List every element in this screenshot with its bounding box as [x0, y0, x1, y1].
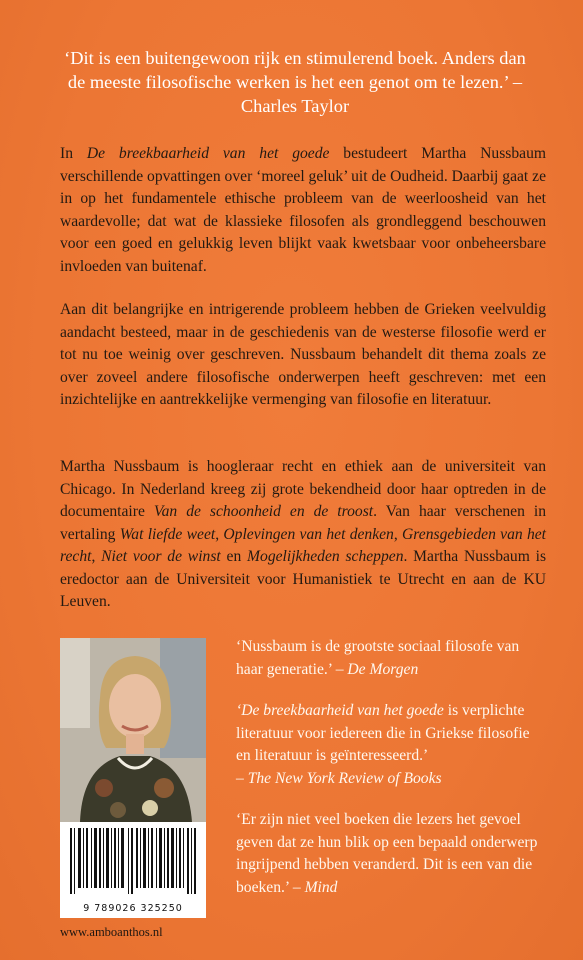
text-run: Aan dit belangrijke en intrigerende probleem hebben de Grieken veelvuldig aandacht besteed, maar in de geschiedenis van de westerse filosofie werd er tot nu toe weinig over geschreven. Nussbaum behandelt dit thema zoals ze over zoveel andere filosofische onderwerpen heeft geschreven: met een inzichtelijke en aantrekkelijke vermenging van filosofie en literatuur. [60, 301, 546, 408]
isbn-digits: 9 789026 325250 [83, 903, 183, 914]
text-run: , [215, 525, 224, 543]
text-run: , [91, 548, 102, 565]
text-run: bestudeert Martha Nussbaum verschillende opvattingen over ‘moreel geluk’ uit de Oudheid. Daarbij gaat ze in op het fundamentele ethische probleem van de weerloosheid van het waardevolle; dat wat de klassieke filosofen als grondleggend beschouwen voor een goed en gelukkig leven blijkt vaak kwetsbaar voor onbeheersbare invloeden van buitenaf. [60, 145, 547, 275]
text-run: Martha Nussbaum is hoogleraar recht en ethiek aan de universiteit van Chicago. In Nederland kreeg zij grote bekendheid door haar optreden in de documentaire [60, 458, 546, 520]
author-photo [60, 638, 206, 822]
quote-book-title: ‘De breekbaarheid van het goede [236, 702, 444, 719]
text-run: In [60, 145, 87, 162]
quote-text: ‘Er zijn niet veel boeken die lezers het gevoel geven dat ze hun blik op een bepaald onderwerp ingrijpend hebben veranderd. Dit is een van die boeken.’ [236, 811, 538, 896]
barcode [70, 828, 196, 894]
description-paragraph-2 [60, 299, 546, 412]
review-quote [236, 636, 546, 681]
barcode-panel [60, 822, 206, 918]
book-title: Niet voor de winst [101, 548, 221, 565]
book-title: Wat liefde weet [119, 525, 216, 543]
book-title: Grensgebieden van het recht [60, 525, 547, 565]
review-quote [236, 809, 546, 899]
text-run: en [220, 548, 248, 565]
quote-dash: – [236, 769, 248, 787]
book-title: De breekbaarheid van het goede [86, 145, 330, 162]
review-quote [236, 700, 546, 790]
quote-source: Mind [304, 878, 338, 896]
documentary-title: Van de schoonheid en de troost [153, 503, 374, 520]
book-title: Oplevingen van het denken [223, 525, 394, 543]
review-quotes [236, 636, 546, 918]
publisher-website: www.amboanthos.nl [60, 925, 163, 939]
book-title: Mogelijkheden scheppen [247, 548, 404, 565]
author-bio-paragraph [60, 456, 546, 614]
quote-source: The New York Review of Books [247, 769, 442, 787]
top-quote [60, 46, 530, 118]
text-run: . Martha Nussbaum is eredoctor aan de Universiteit voor Humanistiek te Utrecht en aan de KU Leuven. [60, 548, 547, 610]
top-quote-text: ‘Dit is een buitengewoon rijk en stimulerend boek. Anders dan de meeste filosofische werken is het een genot om te lezen.’ [64, 48, 526, 92]
quote-dash: – [288, 878, 305, 896]
top-quote-attribution: – Charles Taylor [240, 72, 523, 116]
text-run: , [393, 525, 403, 543]
quote-source: De Morgen [347, 660, 419, 678]
description-paragraph-1 [60, 143, 546, 278]
text-run: . Van haar verschenen in vertaling [60, 503, 546, 543]
quote-dash: – [331, 660, 348, 678]
quote-text: ‘Nussbaum is de grootste sociaal filosofe van haar generatie.’ [236, 638, 520, 678]
quote-text: is verplichte literatuur voor iedereen die in Griekse filosofie en literatuur is geïnteresseerd.’ [236, 702, 530, 764]
